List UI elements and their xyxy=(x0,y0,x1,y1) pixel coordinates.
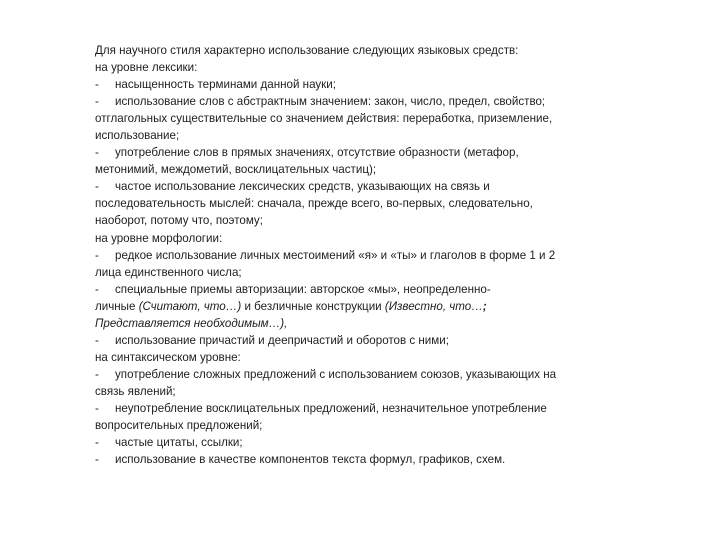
list-item xyxy=(95,366,615,383)
text-line xyxy=(95,383,615,400)
text-line xyxy=(95,161,615,178)
text-line-content: и безличные конструкции xyxy=(241,299,385,313)
text-line xyxy=(95,417,615,434)
bullet-dash: - xyxy=(95,180,99,194)
text-line-content: использование; xyxy=(95,129,180,143)
bullet-dash: - xyxy=(95,367,99,381)
list-item xyxy=(95,400,615,417)
text-line-content: отглагольных существительные со значением действия: переработка, приземление, xyxy=(95,112,553,126)
text-line-content: метонимий, междометий, восклицательных частиц); xyxy=(95,163,377,177)
italic-example: (Известно, что… xyxy=(384,299,483,313)
text-line xyxy=(95,110,615,127)
section-heading-lexical xyxy=(95,59,615,76)
bullet-dash: - xyxy=(95,146,99,160)
bullet-dash: - xyxy=(95,333,99,347)
list-item xyxy=(95,178,615,195)
list-item-text: использование причастий и деепричастий и оборотов с ними; xyxy=(115,333,449,347)
text-line-content: лица единственного числа; xyxy=(95,265,242,279)
bullet-dash: - xyxy=(95,401,99,415)
list-item-text: частое использование лексических средств, указывающих на связь и xyxy=(115,180,490,194)
section-heading-syntax-text: на синтаксическом уровне: xyxy=(95,350,241,364)
text-line xyxy=(95,195,615,212)
bold-semicolon: ; xyxy=(482,299,487,313)
section-heading-syntax xyxy=(95,349,615,366)
list-item xyxy=(95,332,615,349)
bullet-dash: - xyxy=(95,248,99,262)
bullet-dash: - xyxy=(95,436,99,450)
text-line xyxy=(95,264,615,281)
text-line xyxy=(95,298,615,315)
intro-line xyxy=(95,42,615,59)
italic-example: Представляется необходимым…), xyxy=(95,316,288,330)
list-item-text: редкое использование личных местоимений «я» и «ты» и глаголов в форме 1 и 2 xyxy=(115,248,556,262)
italic-example: (Считают, что…) xyxy=(138,299,242,313)
list-item xyxy=(95,281,615,298)
text-line xyxy=(95,127,615,144)
text-line-content: связь явлений; xyxy=(95,384,176,398)
bullet-dash: - xyxy=(95,282,99,296)
list-item-text: насыщенность терминами данной науки; xyxy=(115,78,336,92)
list-item-text: частые цитаты, ссылки; xyxy=(115,436,243,450)
list-item xyxy=(95,247,615,264)
text-line-content: вопросительных предложений; xyxy=(95,419,263,433)
list-item xyxy=(95,76,615,93)
bullet-dash: - xyxy=(95,78,99,92)
list-item xyxy=(95,451,615,468)
text-line xyxy=(95,212,615,229)
text-line-content: наоборот, потому что, поэтому; xyxy=(95,214,263,228)
list-item-text: использование в качестве компонентов текста формул, графиков, схем. xyxy=(115,453,506,467)
list-item-text: употребление слов в прямых значениях, отсутствие образности (метафор, xyxy=(115,146,519,160)
section-heading-lexical-text: на уровне лексики: xyxy=(95,61,198,75)
text-line-content: последовательность мыслей: сначала, прежде всего, во-первых, следовательно, xyxy=(95,197,533,211)
list-item xyxy=(95,144,615,161)
bullet-dash: - xyxy=(95,453,99,467)
text-line-content: личные xyxy=(95,299,139,313)
section-heading-morphology xyxy=(95,230,615,247)
document-body xyxy=(95,42,615,468)
bullet-dash: - xyxy=(95,95,99,109)
list-item-text: специальные приемы авторизации: авторское «мы», неопределенно- xyxy=(115,282,491,296)
list-item-text: употребление сложных предложений с использованием союзов, указывающих на xyxy=(115,367,557,381)
intro-text: Для научного стиля характерно использование следующих языковых средств: xyxy=(95,44,519,57)
text-line xyxy=(95,315,615,332)
list-item-text: неупотребление восклицательных предложений, незначительное употребление xyxy=(115,401,547,415)
section-heading-morphology-text: на уровне морфологии: xyxy=(95,231,223,245)
list-item-text: использование слов с абстрактным значением: закон, число, предел, свойство; xyxy=(115,95,546,109)
list-item xyxy=(95,434,615,451)
list-item xyxy=(95,93,615,110)
